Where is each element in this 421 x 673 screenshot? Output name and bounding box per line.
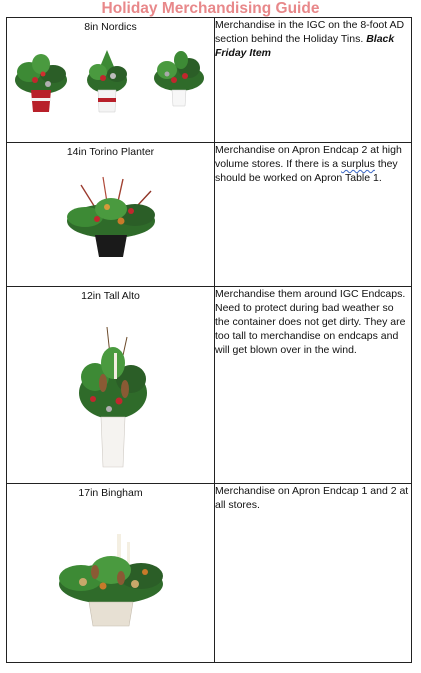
product-cell (7, 484, 215, 663)
bingham-planter-image (7, 500, 214, 655)
product-name: 17in Bingham (78, 487, 143, 499)
description-cell (215, 18, 412, 143)
description-text: Merchandise them around IGC Endcaps. Need to protect during bad weather so the container does not get dirty. They are too tall to merchandise on endcaps and will get blown over in the wind. (215, 288, 406, 356)
nordics-planters-image (7, 34, 214, 134)
description-cell (215, 484, 412, 663)
product-cell (7, 143, 215, 287)
tall-alto-image (7, 303, 214, 478)
description-cell (215, 287, 412, 484)
table-row (7, 18, 412, 143)
description-text: Merchandise in the IGC on the 8-foot AD section behind the Holiday Tins. (215, 19, 405, 45)
product-name: 12in Tall Alto (81, 290, 140, 302)
description-text: Merchandise on Apron Endcap 2 at high volume stores. If there is a (215, 144, 402, 170)
description-text: they should be worked on Apron Table 1. (215, 158, 398, 184)
description-text: Merchandise on Apron Endcap 1 and 2 at all stores. (215, 485, 409, 511)
black-friday-label: Black Friday Item (215, 33, 395, 59)
table-row (7, 143, 412, 287)
torino-planter-image (7, 159, 214, 279)
product-name: 8in Nordics (84, 21, 137, 33)
table-row (7, 484, 412, 663)
product-cell (7, 287, 215, 484)
product-name: 14in Torino Planter (66, 146, 155, 158)
document-title: Holiday Merchandising Guide (101, 0, 320, 17)
description-cell (215, 143, 412, 287)
table-row (7, 287, 412, 484)
spellcheck-flagged-word[interactable]: surplus (341, 158, 375, 170)
merchandising-table (6, 17, 412, 663)
product-cell (7, 18, 215, 143)
